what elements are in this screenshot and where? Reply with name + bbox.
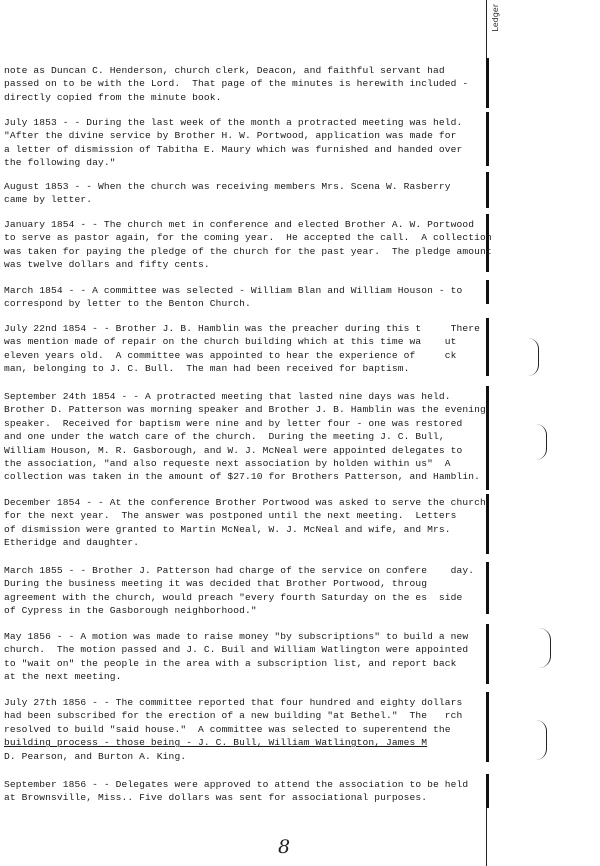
text-line: and one under the watch care of the church. During the meeting J. C. Bull, bbox=[4, 431, 445, 443]
text-line: to "wait on" the people in the area with a subscription list, and report back bbox=[4, 657, 457, 669]
text-line: July 27th 1856 - - The committee reported that four hundred and eighty dollars bbox=[4, 697, 463, 708]
paragraph-jul-1856 bbox=[4, 696, 594, 763]
text-line: D. Pearson, and Burton A. King. bbox=[4, 750, 187, 762]
text-line: the following day." bbox=[4, 157, 116, 169]
text-line: was mention made of repair on the church building which at this time wa ut bbox=[4, 336, 457, 348]
text-line: March 1855 - - Brother J. Patterson had charge of the service on confere day. bbox=[4, 565, 475, 576]
text-line: Etheridge and daughter. bbox=[4, 537, 140, 549]
paragraph-mar-1854 bbox=[4, 284, 594, 311]
text-line: resolved to build "said house." A committee was selected to superentend the bbox=[4, 723, 451, 735]
margin-note: Ledger bbox=[491, 4, 500, 32]
text-line: church. The motion passed and J. C. Buil and William Watlington were appointed bbox=[4, 644, 469, 656]
text-line: man, belonging to J. C. Bull. The man had been received for baptism. bbox=[4, 363, 410, 375]
text-line: January 1854 - - The church met in conference and elected Brother A. W. Portwood bbox=[4, 219, 475, 230]
paragraph-henderson bbox=[4, 64, 594, 104]
text-line: March 1854 - - A committee was selected - William Blan and William Houson - to bbox=[4, 285, 463, 296]
text-line: September 1856 - - Delegates were approved to attend the association to be held bbox=[4, 779, 469, 790]
text-line: of dismission were granted to Martin McNeal, W. J. McNeal and wife, and Mrs. bbox=[4, 523, 451, 535]
text-line: December 1854 - - At the conference Brother Portwood was asked to serve the church bbox=[4, 497, 486, 508]
text-line: "After the divine service by Brother H. W. Portwood, application was made for bbox=[4, 130, 457, 142]
text-line: of Cypress in the Gasborough neighborhood." bbox=[4, 605, 257, 617]
paragraph-sep-1856 bbox=[4, 778, 594, 805]
text-line: July 1853 - - During the last week of the month a protracted meeting was held. bbox=[4, 117, 463, 128]
paragraph-jan-1854 bbox=[4, 218, 594, 272]
text-line: for the next year. The answer was postponed until the next meeting. Letters bbox=[4, 510, 457, 522]
text-line: September 24th 1854 - - A protracted meeting that lasted nine days was held. bbox=[4, 391, 451, 402]
text-line: directly copied from the minute book. bbox=[4, 91, 222, 103]
text-line: at Brownsville, Miss.. Five dollars was sent for associational purposes. bbox=[4, 792, 428, 804]
text-line: came by letter. bbox=[4, 194, 93, 206]
text-line: During the business meeting it was decided that Brother Portwood, throug bbox=[4, 578, 428, 590]
text-line: to serve as pastor again, for the coming year. He accepted the call. A collection bbox=[4, 232, 492, 244]
text-line: at the next meeting. bbox=[4, 671, 122, 683]
text-line: July 22nd 1854 - - Brother J. B. Hamblin was the preacher during this t There bbox=[4, 323, 481, 334]
paragraph-jul-1854 bbox=[4, 322, 594, 376]
text-line: Brother D. Patterson was morning speaker and Brother J. B. Hamblin was the evening bbox=[4, 404, 486, 416]
text-line: speaker. Received for baptism were nine and by letter four - one was restored bbox=[4, 417, 463, 429]
text-line: was taken for paying the pledge of the church for the past year. The pledge amount bbox=[4, 245, 492, 257]
margin-rule bbox=[486, 808, 487, 866]
paragraph-dec-1854 bbox=[4, 496, 594, 550]
text-line: collection was taken in the amount of $27.10 for Brothers Patterson, and Hamblin. bbox=[4, 471, 481, 483]
text-line: had been subscribed for the erection of a new building "at Bethel." The rch bbox=[4, 710, 463, 722]
text-line: was twelve dollars and fifty cents. bbox=[4, 259, 210, 271]
paragraph-aug-1853 bbox=[4, 180, 594, 207]
text-line: a letter of dismission of Tabitha E. Maury which was furnished and handed over bbox=[4, 143, 463, 155]
paragraph-mar-1855 bbox=[4, 564, 594, 618]
text-line: building process - those being - J. C. Bull, William Watlington, James M bbox=[4, 737, 428, 749]
paragraph-july-1853 bbox=[4, 116, 594, 170]
page-number: 8 bbox=[278, 836, 291, 858]
text-line: correspond by letter to the Benton Church. bbox=[4, 298, 251, 310]
text-line: note as Duncan C. Henderson, church clerk, Deacon, and faithful servant had bbox=[4, 65, 445, 76]
text-line: eleven years old. A committee was appointed to hear the experience of ck bbox=[4, 349, 457, 361]
text-line: passed on to be with the Lord. That page of the minutes is herewith included - bbox=[4, 78, 469, 90]
text-line: William Houson, M. R. Gasborough, and W. J. McNeal were appointed delegates to bbox=[4, 444, 463, 456]
text-line: agreement with the church, would preach "every fourth Saturday on the es side bbox=[4, 591, 463, 603]
paragraph-may-1856 bbox=[4, 630, 594, 684]
text-line: May 1856 - - A motion was made to raise money "by subscriptions" to build a new bbox=[4, 631, 469, 642]
text-line: the association, "and also requeste next association by holden within us" A bbox=[4, 458, 451, 470]
paragraph-sep-1854 bbox=[4, 390, 594, 484]
text-line: August 1853 - - When the church was receiving members Mrs. Scena W. Rasberry bbox=[4, 181, 451, 192]
margin-rule bbox=[486, 0, 487, 58]
